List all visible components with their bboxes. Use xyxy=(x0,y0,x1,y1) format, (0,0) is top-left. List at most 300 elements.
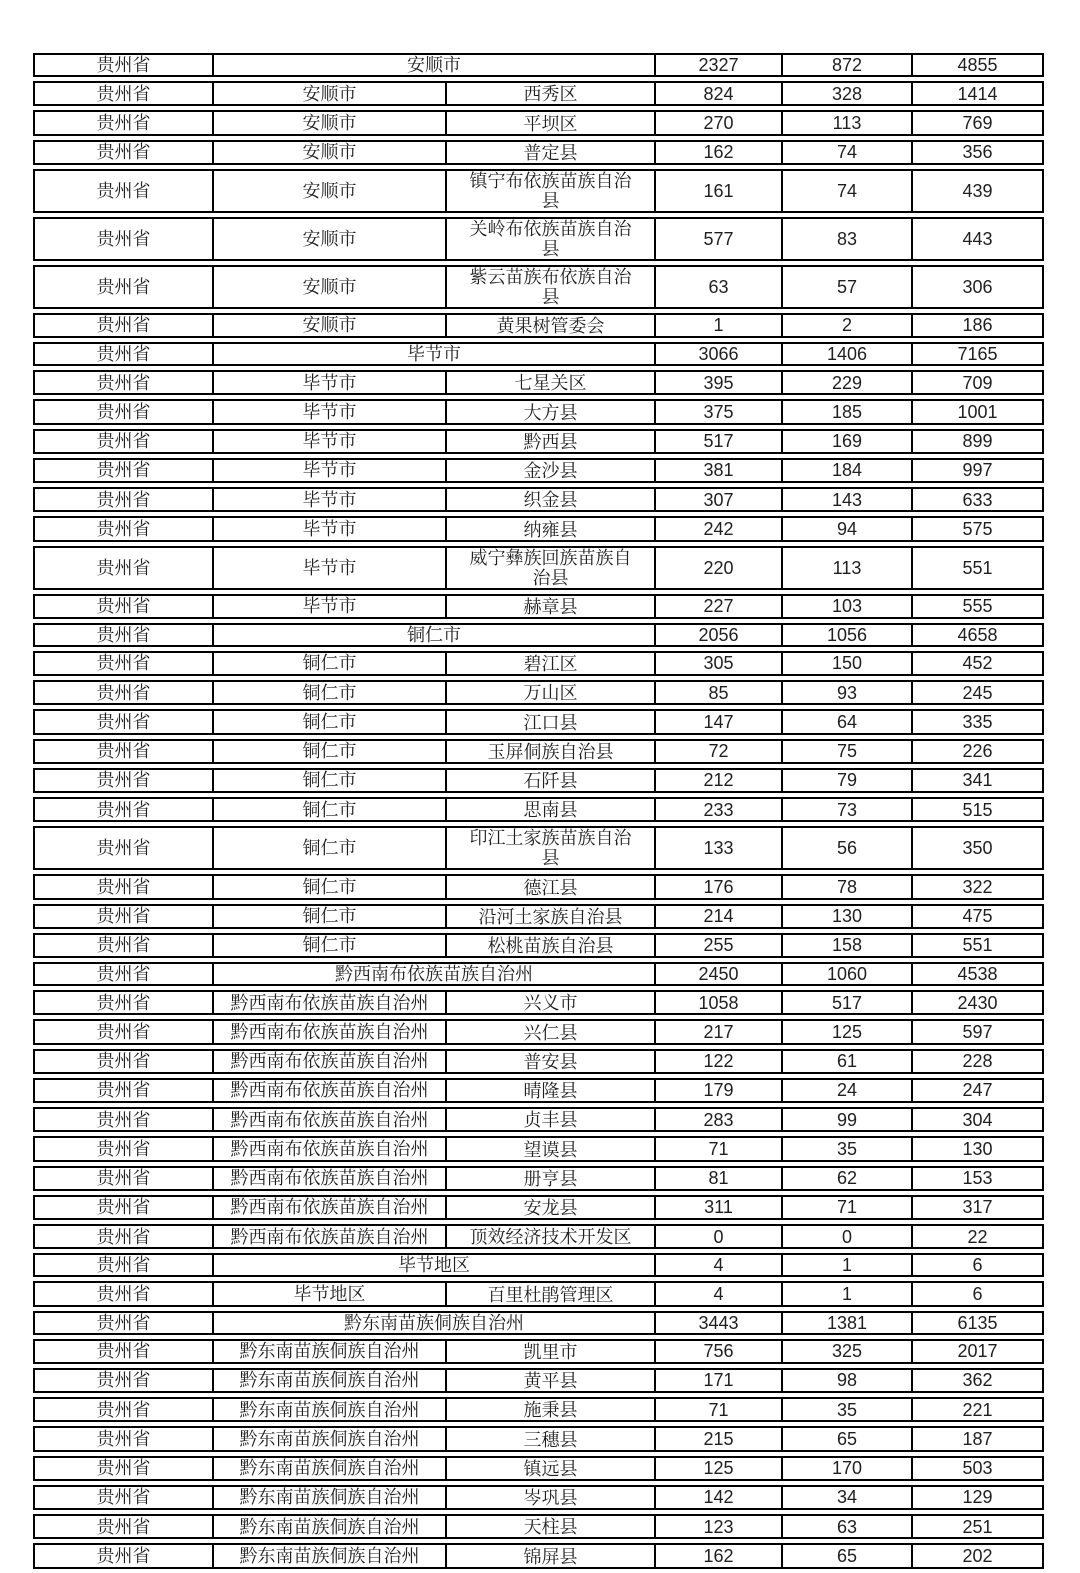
value-cell: 35 xyxy=(781,1397,911,1422)
province-cell: 贵州省 xyxy=(33,1543,212,1568)
table-row xyxy=(33,487,1044,512)
county-name: 兴义市 xyxy=(523,993,578,1014)
prefecture-cell: 安顺市 xyxy=(212,169,445,213)
value-cell: 94 xyxy=(781,516,911,541)
county-name: 思南县 xyxy=(523,800,578,821)
value-cell: 103 xyxy=(781,594,911,619)
county-name: 碧江区 xyxy=(523,654,578,674)
prefecture-cell: 毕节市 xyxy=(212,516,445,541)
value-cell: 187 xyxy=(911,1426,1044,1451)
value-cell: 214 xyxy=(654,904,781,929)
value-cell: 162 xyxy=(654,140,781,165)
value-cell: 317 xyxy=(911,1195,1044,1220)
value-cell: 22 xyxy=(911,1224,1044,1249)
value-cell: 169 xyxy=(781,429,911,454)
value-cell: 122 xyxy=(654,1049,781,1074)
value-cell: 1 xyxy=(781,1281,911,1306)
province-cell: 贵州省 xyxy=(33,1426,212,1451)
value-cell: 899 xyxy=(911,429,1044,454)
province-cell: 贵州省 xyxy=(33,217,212,261)
prefecture-cell: 黔东南苗族侗族自治州 xyxy=(212,1456,445,1481)
table-row xyxy=(33,1224,1044,1249)
value-cell: 171 xyxy=(654,1368,781,1393)
county-cell xyxy=(445,1107,654,1132)
table-row xyxy=(33,342,1044,366)
table-row xyxy=(33,217,1044,261)
table-row xyxy=(33,265,1044,309)
value-cell: 395 xyxy=(654,370,781,395)
county-cell xyxy=(445,594,654,619)
province-cell: 贵州省 xyxy=(33,1195,212,1220)
province-cell: 贵州省 xyxy=(33,516,212,541)
table-row xyxy=(33,1019,1044,1044)
county-cell xyxy=(445,1224,654,1249)
province-cell: 贵州省 xyxy=(33,1136,212,1161)
prefecture-cell: 铜仁市 xyxy=(212,826,445,870)
prefecture-cell: 黔东南苗族侗族自治州 xyxy=(212,1543,445,1568)
province-cell: 贵州省 xyxy=(33,1368,212,1393)
value-cell: 375 xyxy=(654,399,781,424)
prefecture-cell: 毕节市 xyxy=(212,487,445,512)
value-cell: 3443 xyxy=(654,1311,781,1335)
value-cell: 551 xyxy=(911,933,1044,958)
province-cell: 贵州省 xyxy=(33,1397,212,1422)
table-row xyxy=(33,399,1044,424)
value-cell: 247 xyxy=(911,1078,1044,1103)
county-name: 七星关区 xyxy=(514,373,587,394)
province-cell: 贵州省 xyxy=(33,399,212,424)
province-cell: 贵州省 xyxy=(33,81,212,106)
table-row xyxy=(33,1195,1044,1220)
table-row xyxy=(33,933,1044,958)
county-name: 江口县 xyxy=(523,712,578,733)
table-row xyxy=(33,1514,1044,1539)
county-name: 安龙县 xyxy=(523,1198,578,1218)
province-cell: 贵州省 xyxy=(33,53,212,77)
county-name: 百里杜鹃管理区 xyxy=(487,1284,614,1305)
prefecture-cell: 黔西南布依族苗族自治州 xyxy=(212,1107,445,1132)
province-cell: 贵州省 xyxy=(33,680,212,705)
table-row xyxy=(33,1253,1044,1277)
value-cell: 633 xyxy=(911,487,1044,512)
value-cell: 709 xyxy=(911,370,1044,395)
table-row xyxy=(33,516,1044,541)
prefecture-cell: 安顺市 xyxy=(212,140,445,165)
county-name: 万山区 xyxy=(523,683,578,704)
prefecture-cell: 安顺市 xyxy=(212,265,445,309)
county-name: 黄果树管委会 xyxy=(496,316,605,336)
value-cell: 452 xyxy=(911,651,1044,676)
county-cell xyxy=(445,1397,654,1422)
value-cell: 251 xyxy=(911,1514,1044,1539)
table-row xyxy=(33,680,1044,705)
value-cell: 1414 xyxy=(911,81,1044,106)
prefecture-cell: 黔东南苗族侗族自治州 xyxy=(212,1368,445,1393)
table-row xyxy=(33,709,1044,734)
value-cell: 443 xyxy=(911,217,1044,261)
county-cell xyxy=(445,546,654,590)
value-cell: 170 xyxy=(781,1456,911,1481)
value-cell: 2017 xyxy=(911,1339,1044,1364)
table-row xyxy=(33,1485,1044,1510)
prefecture-cell: 黔西南布依族苗族自治州 xyxy=(212,1166,445,1191)
province-cell: 贵州省 xyxy=(33,1049,212,1074)
province-cell: 贵州省 xyxy=(33,265,212,309)
province-cell: 贵州省 xyxy=(33,990,212,1015)
county-name: 施秉县 xyxy=(523,1400,578,1421)
value-cell: 1 xyxy=(781,1253,911,1277)
value-cell: 74 xyxy=(781,140,911,165)
county-name: 天柱县 xyxy=(523,1517,578,1538)
value-cell: 575 xyxy=(911,516,1044,541)
value-cell: 113 xyxy=(781,546,911,590)
county-cell xyxy=(445,797,654,822)
value-cell: 71 xyxy=(654,1136,781,1161)
county-cell xyxy=(445,169,654,213)
value-cell: 98 xyxy=(781,1368,911,1393)
value-cell: 350 xyxy=(911,826,1044,870)
value-cell: 551 xyxy=(911,546,1044,590)
value-cell: 81 xyxy=(654,1166,781,1191)
value-cell: 2327 xyxy=(654,53,781,77)
value-cell: 143 xyxy=(781,487,911,512)
county-name: 紫云苗族布依族自治县 xyxy=(469,266,632,307)
county-name: 金沙县 xyxy=(523,461,578,481)
value-cell: 130 xyxy=(781,904,911,929)
province-cell: 贵州省 xyxy=(33,140,212,165)
province-cell: 贵州省 xyxy=(33,313,212,338)
value-cell: 283 xyxy=(654,1107,781,1132)
value-cell: 185 xyxy=(781,399,911,424)
province-cell: 贵州省 xyxy=(33,1485,212,1510)
county-cell xyxy=(445,651,654,676)
value-cell: 71 xyxy=(781,1195,911,1220)
table-row xyxy=(33,370,1044,395)
value-cell: 1406 xyxy=(781,342,911,366)
value-cell: 328 xyxy=(781,81,911,106)
value-cell: 79 xyxy=(781,768,911,793)
prefecture-cell-merged: 黔西南布依族苗族自治州 xyxy=(212,962,654,986)
county-cell xyxy=(445,1281,654,1306)
value-cell: 341 xyxy=(911,768,1044,793)
value-cell: 212 xyxy=(654,768,781,793)
county-cell xyxy=(445,933,654,958)
county-name: 三穗县 xyxy=(523,1429,578,1450)
value-cell: 113 xyxy=(781,110,911,135)
province-cell: 贵州省 xyxy=(33,1107,212,1132)
value-cell: 2 xyxy=(781,313,911,338)
value-cell: 311 xyxy=(654,1195,781,1220)
value-cell: 220 xyxy=(654,546,781,590)
prefecture-cell-merged: 毕节地区 xyxy=(212,1253,654,1277)
province-cell: 贵州省 xyxy=(33,169,212,213)
county-cell xyxy=(445,874,654,899)
value-cell: 56 xyxy=(781,826,911,870)
prefecture-cell: 安顺市 xyxy=(212,110,445,135)
prefecture-cell: 铜仁市 xyxy=(212,709,445,734)
value-cell: 245 xyxy=(911,680,1044,705)
value-cell: 229 xyxy=(781,370,911,395)
value-cell: 65 xyxy=(781,1543,911,1568)
value-cell: 202 xyxy=(911,1543,1044,1568)
county-cell xyxy=(445,217,654,261)
table-row xyxy=(33,81,1044,106)
province-cell: 贵州省 xyxy=(33,651,212,676)
province-cell: 贵州省 xyxy=(33,826,212,870)
value-cell: 515 xyxy=(911,797,1044,822)
county-name: 普定县 xyxy=(523,142,578,163)
table-row xyxy=(33,1281,1044,1306)
value-cell: 4 xyxy=(654,1281,781,1306)
table-row xyxy=(33,797,1044,822)
province-cell: 贵州省 xyxy=(33,1078,212,1103)
table-row xyxy=(33,739,1044,764)
value-cell: 7165 xyxy=(911,342,1044,366)
province-cell: 贵州省 xyxy=(33,874,212,899)
county-name: 黄平县 xyxy=(523,1371,578,1391)
county-cell xyxy=(445,140,654,165)
table-row xyxy=(33,1543,1044,1568)
value-cell: 227 xyxy=(654,594,781,619)
county-name: 凯里市 xyxy=(523,1341,578,1362)
province-cell: 贵州省 xyxy=(33,709,212,734)
county-cell xyxy=(445,1485,654,1510)
table-row xyxy=(33,429,1044,454)
value-cell: 4658 xyxy=(911,623,1044,647)
prefecture-cell: 黔东南苗族侗族自治州 xyxy=(212,1339,445,1364)
value-cell: 130 xyxy=(911,1136,1044,1161)
county-name: 纳雍县 xyxy=(523,519,578,540)
prefecture-cell: 黔东南苗族侗族自治州 xyxy=(212,1426,445,1451)
value-cell: 325 xyxy=(781,1339,911,1364)
province-cell: 贵州省 xyxy=(33,933,212,958)
table-row xyxy=(33,1426,1044,1451)
county-cell xyxy=(445,81,654,106)
value-cell: 517 xyxy=(654,429,781,454)
value-cell: 228 xyxy=(911,1049,1044,1074)
county-name: 顶效经济技术开发区 xyxy=(469,1227,632,1248)
county-cell xyxy=(445,1136,654,1161)
value-cell: 362 xyxy=(911,1368,1044,1393)
county-name: 沿河土家族自治县 xyxy=(478,906,623,927)
value-cell: 85 xyxy=(654,680,781,705)
county-name: 黔西县 xyxy=(523,431,578,452)
county-name: 镇宁布依族苗族自治县 xyxy=(469,170,632,211)
prefecture-cell: 毕节市 xyxy=(212,458,445,483)
value-cell: 99 xyxy=(781,1107,911,1132)
value-cell: 305 xyxy=(654,651,781,676)
value-cell: 158 xyxy=(781,933,911,958)
table-row xyxy=(33,1049,1044,1074)
prefecture-cell: 黔西南布依族苗族自治州 xyxy=(212,1224,445,1249)
table-row xyxy=(33,1456,1044,1481)
table-row xyxy=(33,546,1044,590)
value-cell: 215 xyxy=(654,1426,781,1451)
value-cell: 4538 xyxy=(911,962,1044,986)
prefecture-cell: 黔东南苗族侗族自治州 xyxy=(212,1514,445,1539)
table-row xyxy=(33,53,1044,77)
value-cell: 4855 xyxy=(911,53,1044,77)
table-row xyxy=(33,594,1044,619)
province-cell: 贵州省 xyxy=(33,370,212,395)
table-row xyxy=(33,110,1044,135)
county-cell xyxy=(445,516,654,541)
table-row xyxy=(33,962,1044,986)
county-name: 松桃苗族自治县 xyxy=(487,936,614,956)
value-cell: 824 xyxy=(654,81,781,106)
prefecture-cell: 黔东南苗族侗族自治州 xyxy=(212,1397,445,1422)
prefecture-cell: 铜仁市 xyxy=(212,904,445,929)
county-name: 册亨县 xyxy=(523,1168,578,1189)
province-cell: 贵州省 xyxy=(33,342,212,366)
value-cell: 2450 xyxy=(654,962,781,986)
value-cell: 2430 xyxy=(911,990,1044,1015)
value-cell: 322 xyxy=(911,874,1044,899)
value-cell: 1001 xyxy=(911,399,1044,424)
county-cell xyxy=(445,1339,654,1364)
prefecture-cell: 黔西南布依族苗族自治州 xyxy=(212,1049,445,1074)
province-cell: 贵州省 xyxy=(33,546,212,590)
province-cell: 贵州省 xyxy=(33,458,212,483)
county-name: 石阡县 xyxy=(523,771,578,791)
region-statistics-table xyxy=(33,49,1044,1573)
county-cell xyxy=(445,458,654,483)
table-row xyxy=(33,651,1044,676)
value-cell: 161 xyxy=(654,169,781,213)
value-cell: 153 xyxy=(911,1166,1044,1191)
province-cell: 贵州省 xyxy=(33,1311,212,1335)
prefecture-cell: 铜仁市 xyxy=(212,768,445,793)
county-cell xyxy=(445,1368,654,1393)
value-cell: 123 xyxy=(654,1514,781,1539)
table-row xyxy=(33,768,1044,793)
value-cell: 1060 xyxy=(781,962,911,986)
value-cell: 125 xyxy=(781,1019,911,1044)
province-cell: 贵州省 xyxy=(33,594,212,619)
value-cell: 475 xyxy=(911,904,1044,929)
county-cell xyxy=(445,826,654,870)
value-cell: 73 xyxy=(781,797,911,822)
table-row xyxy=(33,1311,1044,1335)
value-cell: 179 xyxy=(654,1078,781,1103)
table-row xyxy=(33,623,1044,647)
table-row xyxy=(33,1166,1044,1191)
province-cell: 贵州省 xyxy=(33,1253,212,1277)
prefecture-cell: 黔东南苗族侗族自治州 xyxy=(212,1485,445,1510)
province-cell: 贵州省 xyxy=(33,739,212,764)
table-row xyxy=(33,313,1044,338)
province-cell: 贵州省 xyxy=(33,487,212,512)
value-cell: 555 xyxy=(911,594,1044,619)
table-row xyxy=(33,874,1044,899)
table-row xyxy=(33,990,1044,1015)
prefecture-cell-merged: 铜仁市 xyxy=(212,623,654,647)
table-row xyxy=(33,1368,1044,1393)
value-cell: 150 xyxy=(781,651,911,676)
prefecture-cell: 毕节地区 xyxy=(212,1281,445,1306)
county-cell xyxy=(445,1426,654,1451)
value-cell: 997 xyxy=(911,458,1044,483)
province-cell: 贵州省 xyxy=(33,110,212,135)
county-name: 威宁彝族回族苗族自治县 xyxy=(469,547,632,588)
value-cell: 142 xyxy=(654,1485,781,1510)
prefecture-cell: 毕节市 xyxy=(212,594,445,619)
county-cell xyxy=(445,709,654,734)
table-row xyxy=(33,904,1044,929)
county-cell xyxy=(445,370,654,395)
value-cell: 24 xyxy=(781,1078,911,1103)
value-cell: 63 xyxy=(781,1514,911,1539)
county-cell xyxy=(445,1078,654,1103)
value-cell: 71 xyxy=(654,1397,781,1422)
county-name: 大方县 xyxy=(523,402,578,423)
value-cell: 184 xyxy=(781,458,911,483)
value-cell: 78 xyxy=(781,874,911,899)
value-cell: 6135 xyxy=(911,1311,1044,1335)
value-cell: 233 xyxy=(654,797,781,822)
county-cell xyxy=(445,487,654,512)
province-cell: 贵州省 xyxy=(33,1019,212,1044)
county-name: 晴隆县 xyxy=(523,1081,578,1101)
value-cell: 221 xyxy=(911,1397,1044,1422)
value-cell: 756 xyxy=(654,1339,781,1364)
county-name: 锦屏县 xyxy=(523,1546,578,1567)
county-cell xyxy=(445,1543,654,1568)
value-cell: 335 xyxy=(911,709,1044,734)
prefecture-cell-merged: 安顺市 xyxy=(212,53,654,77)
county-name: 镇远县 xyxy=(523,1458,578,1479)
county-cell xyxy=(445,1049,654,1074)
prefecture-cell: 安顺市 xyxy=(212,313,445,338)
county-cell xyxy=(445,313,654,338)
value-cell: 93 xyxy=(781,680,911,705)
value-cell: 577 xyxy=(654,217,781,261)
county-cell xyxy=(445,1166,654,1191)
table-row xyxy=(33,169,1044,213)
county-cell xyxy=(445,1514,654,1539)
province-cell: 贵州省 xyxy=(33,623,212,647)
prefecture-cell: 毕节市 xyxy=(212,546,445,590)
county-cell xyxy=(445,110,654,135)
value-cell: 34 xyxy=(781,1485,911,1510)
table-row xyxy=(33,826,1044,870)
province-cell: 贵州省 xyxy=(33,1514,212,1539)
prefecture-cell-merged: 黔东南苗族侗族自治州 xyxy=(212,1311,654,1335)
county-name: 西秀区 xyxy=(523,84,578,105)
prefecture-cell: 黔西南布依族苗族自治州 xyxy=(212,1136,445,1161)
prefecture-cell: 安顺市 xyxy=(212,217,445,261)
county-name: 织金县 xyxy=(523,490,578,511)
value-cell: 62 xyxy=(781,1166,911,1191)
value-cell: 65 xyxy=(781,1426,911,1451)
value-cell: 133 xyxy=(654,826,781,870)
value-cell: 226 xyxy=(911,739,1044,764)
value-cell: 6 xyxy=(911,1253,1044,1277)
value-cell: 517 xyxy=(781,990,911,1015)
table-row xyxy=(33,1397,1044,1422)
province-cell: 贵州省 xyxy=(33,1224,212,1249)
province-cell: 贵州省 xyxy=(33,904,212,929)
county-name: 印江土家族苗族自治县 xyxy=(469,828,632,869)
prefecture-cell: 黔西南布依族苗族自治州 xyxy=(212,1078,445,1103)
prefecture-cell: 毕节市 xyxy=(212,429,445,454)
county-cell xyxy=(445,739,654,764)
value-cell: 83 xyxy=(781,217,911,261)
county-cell xyxy=(445,904,654,929)
value-cell: 162 xyxy=(654,1543,781,1568)
value-cell: 503 xyxy=(911,1456,1044,1481)
table-row xyxy=(33,1078,1044,1103)
